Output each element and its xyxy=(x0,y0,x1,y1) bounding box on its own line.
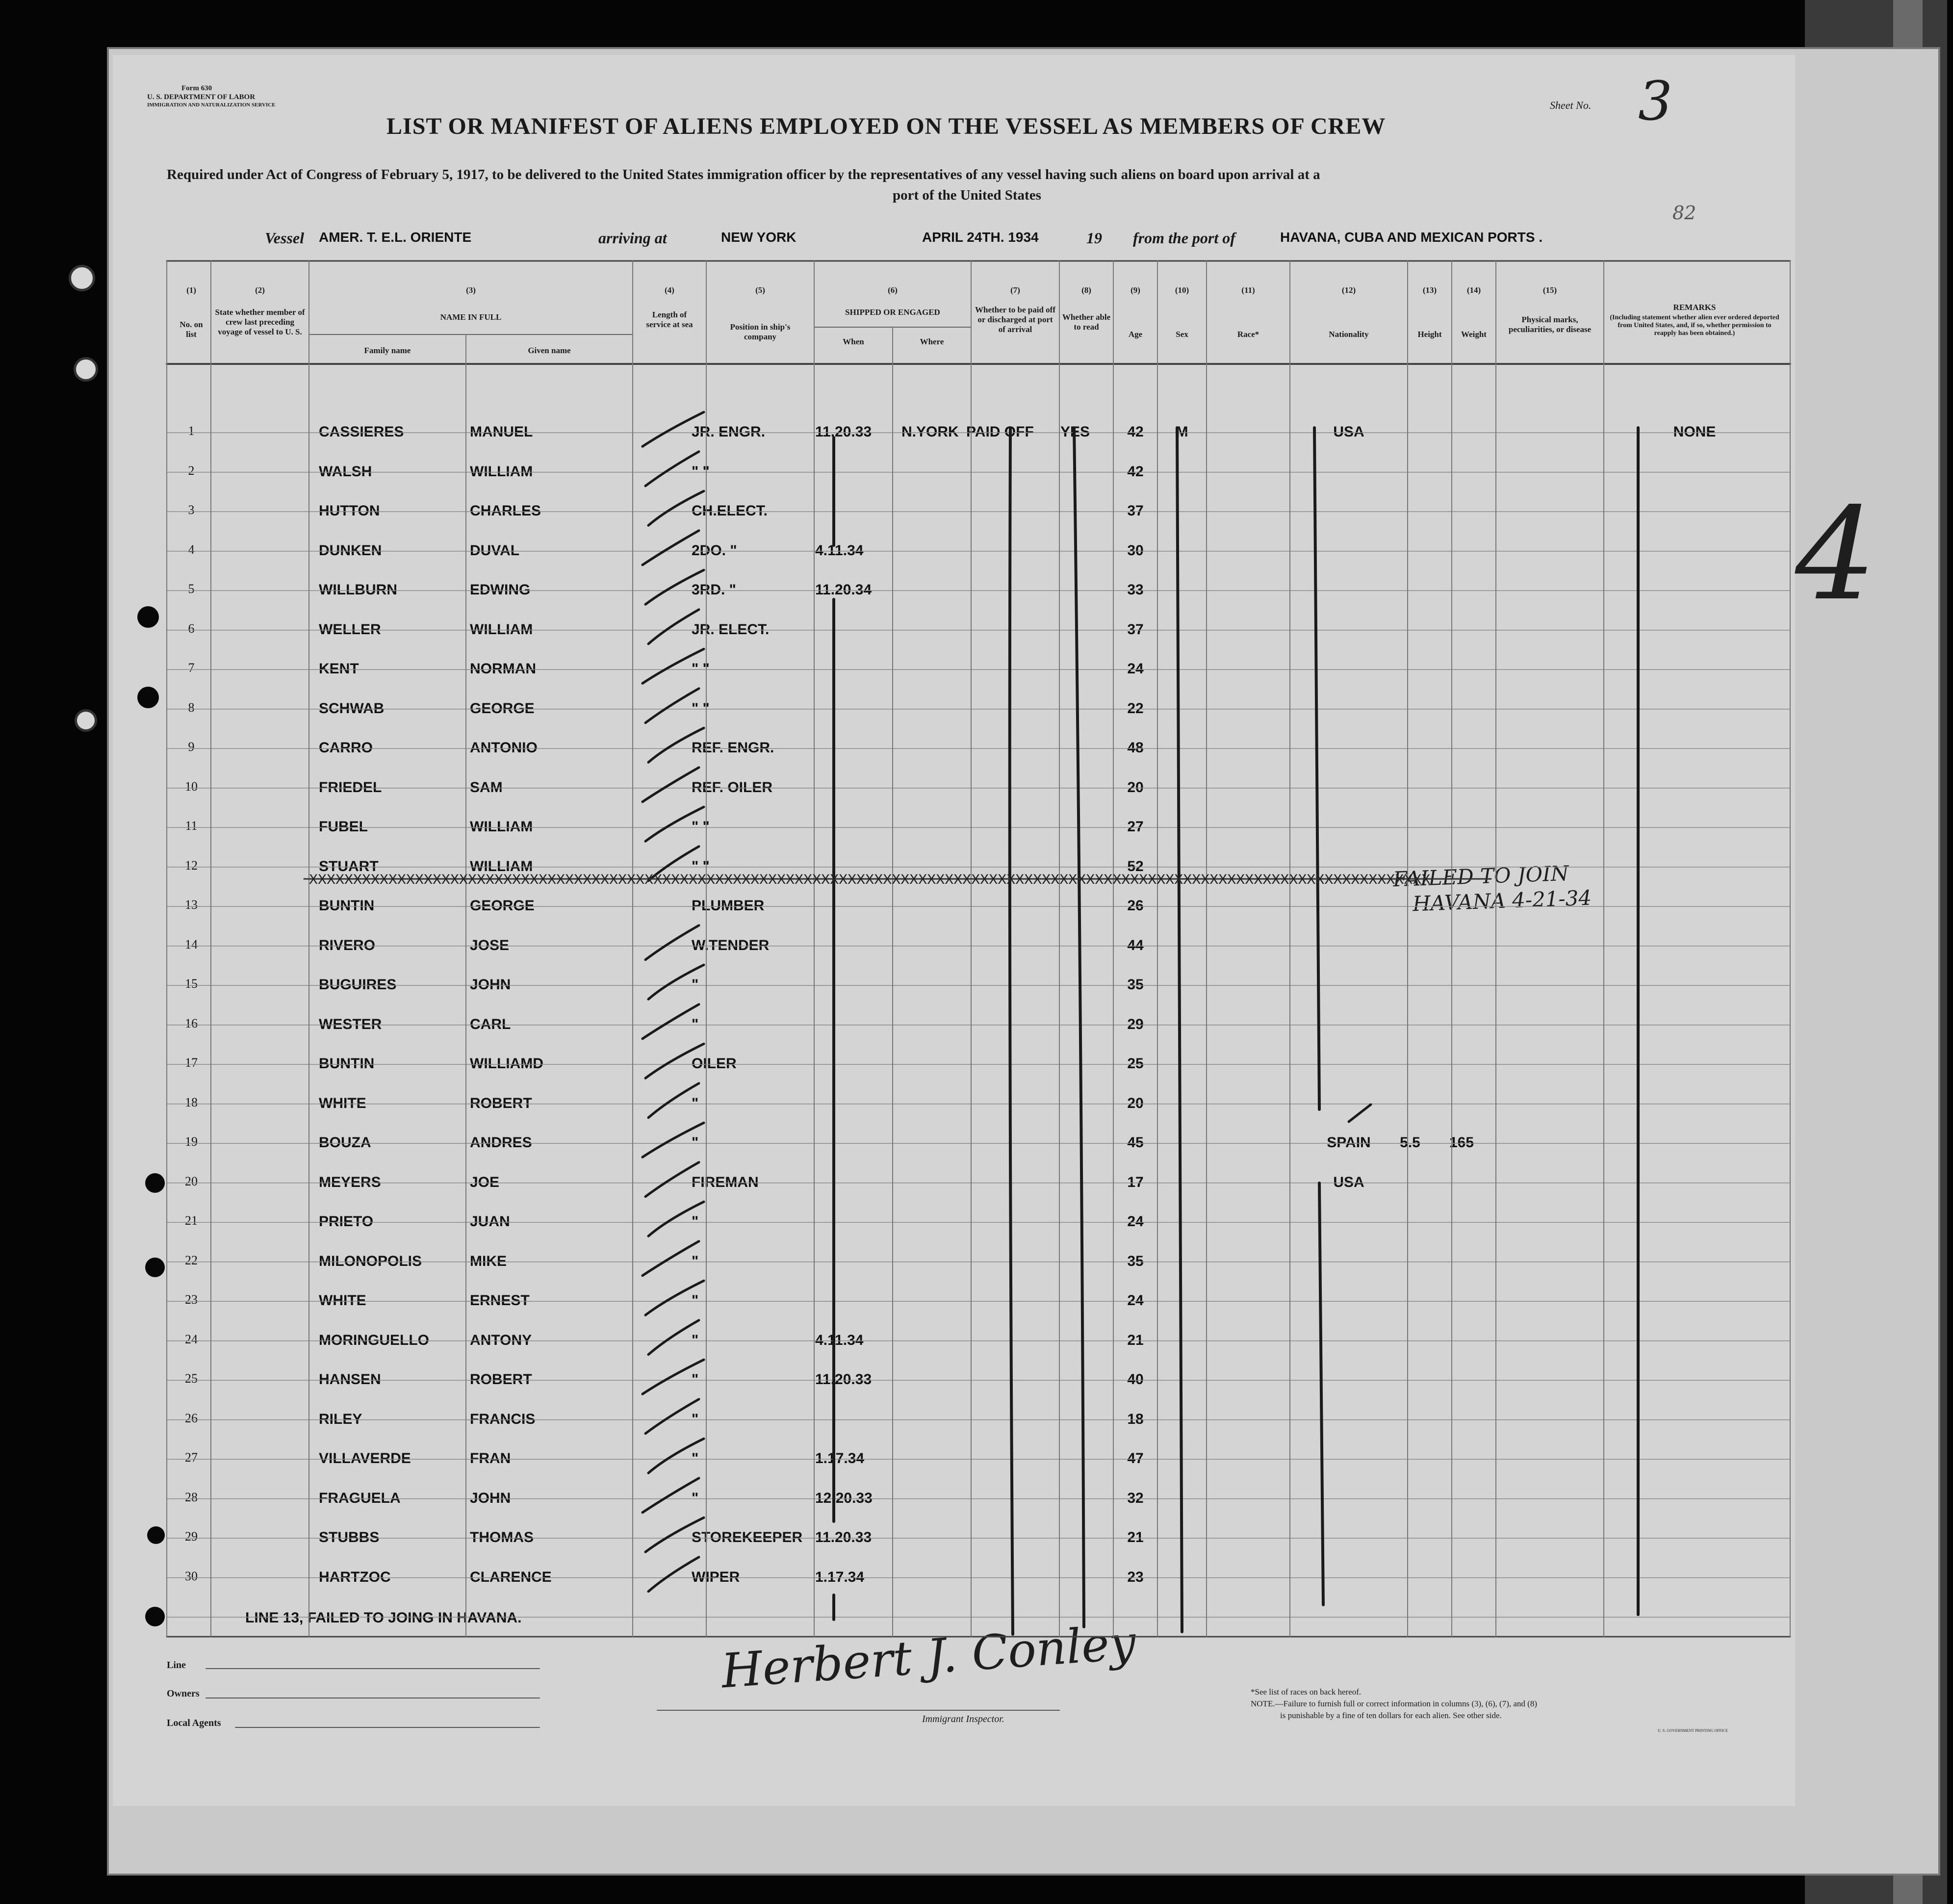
cell-no: 12 xyxy=(185,858,198,873)
col4-num: (4) xyxy=(665,285,674,295)
cell-height: 5.5 xyxy=(1400,1134,1420,1151)
binder-hole xyxy=(137,606,159,628)
cell-when: 11.20.33 xyxy=(815,1371,872,1388)
pen-stroke xyxy=(642,1241,699,1276)
cell-no: 16 xyxy=(185,1016,198,1030)
cell-family: BUGUIRES xyxy=(319,977,397,993)
cell-no: 4 xyxy=(188,542,195,557)
pen-stroke xyxy=(645,1399,699,1434)
col12-label: Nationality xyxy=(1329,330,1369,339)
cell-age: 42 xyxy=(1127,463,1144,480)
cell-given: NORMAN xyxy=(470,661,536,677)
cell-sex: M xyxy=(1176,424,1188,440)
cell-family: PRIETO xyxy=(319,1213,374,1230)
pen-stroke xyxy=(645,570,704,604)
cell-given: EDWING xyxy=(470,582,531,598)
col15-label: Physical marks, peculiarities, or disease xyxy=(1508,315,1592,334)
binder-hole xyxy=(74,357,98,382)
col6-where: Where xyxy=(920,337,944,346)
year-label: 19 xyxy=(1086,229,1102,247)
cell-given: DUVAL xyxy=(470,542,520,559)
from-port-label: from the port of xyxy=(1133,229,1235,247)
cell-age: 47 xyxy=(1127,1450,1144,1467)
cell-given: CHARLES xyxy=(470,503,541,519)
cell-no: 14 xyxy=(185,937,198,952)
cell-position: " xyxy=(692,977,699,993)
printer-imprint: U. S. GOVERNMENT PRINTING OFFICE xyxy=(1658,1728,1728,1733)
cell-no: 8 xyxy=(188,700,195,715)
cell-position: " " xyxy=(692,661,710,677)
cell-family: DUNKEN xyxy=(319,542,382,559)
cell-given: JOSE xyxy=(470,937,510,953)
cell-no: 1 xyxy=(188,424,195,438)
footer-note-line13: LINE 13, FAILED TO JOING IN HAVANA. xyxy=(245,1610,522,1626)
race-note: *See list of races on back hereof. xyxy=(1251,1687,1362,1697)
footer-owners-label: Owners xyxy=(167,1688,200,1699)
failed-to-join-note-line1: FAILED TO JOIN xyxy=(1392,861,1569,892)
pen-stroke xyxy=(642,412,704,446)
remarks-note: (Including statement whether alien ever ordered deported from United States, and, if so, whether permission to reapply has been obtained.) xyxy=(1610,314,1779,337)
col3-given: Given name xyxy=(528,346,571,355)
cell-when: 12.20.33 xyxy=(815,1490,873,1506)
col2-label: State whether member of crew last preceding voyage of vessel to U. S. xyxy=(215,308,305,336)
cell-age: 42 xyxy=(1127,424,1144,440)
cell-given: MIKE xyxy=(470,1253,507,1269)
cell-given: CLARENCE xyxy=(470,1569,552,1585)
cell-family: BOUZA xyxy=(319,1134,371,1151)
cell-family: WHITE xyxy=(319,1292,366,1309)
binder-hole xyxy=(147,1526,165,1544)
cell-age: 20 xyxy=(1127,779,1144,796)
pen-stroke xyxy=(642,1123,704,1157)
arriving-label: arriving at xyxy=(598,229,667,247)
col1-label: No. on list xyxy=(180,320,203,339)
cell-position: CH.ELECT. xyxy=(692,503,768,519)
cell-position: " " xyxy=(692,463,710,480)
arrival-date: APRIL 24TH. 1934 xyxy=(922,230,1039,245)
col7-label: Whether to be paid off or discharged at port of arrival xyxy=(975,305,1055,334)
cell-given: GEORGE xyxy=(470,700,535,717)
binder-hole xyxy=(145,1258,165,1277)
pen-stroke xyxy=(642,649,704,683)
cell-family: FRAGUELA xyxy=(319,1490,401,1506)
cell-position: " xyxy=(692,1095,699,1111)
cell-position: " xyxy=(692,1450,699,1467)
col7-num: (7) xyxy=(1010,285,1020,295)
col14-label: Weight xyxy=(1461,330,1487,339)
col3-label: NAME IN FULL xyxy=(440,312,502,322)
cell-position: OILER xyxy=(692,1055,737,1072)
col2-num: (2) xyxy=(255,285,265,295)
cell-age: 22 xyxy=(1127,700,1144,717)
cell-when: 4.11.34 xyxy=(815,542,864,559)
pen-stroke xyxy=(645,926,699,960)
cell-no: 5 xyxy=(188,582,195,596)
pen-stroke xyxy=(648,1439,704,1473)
cell-remarks: NONE xyxy=(1673,424,1716,440)
pen-stroke xyxy=(648,728,704,762)
pen-stroke xyxy=(645,1518,704,1552)
from-port-value: HAVANA, CUBA AND MEXICAN PORTS . xyxy=(1280,230,1543,245)
pen-stroke xyxy=(645,1162,699,1197)
cell-nationality: USA xyxy=(1333,1174,1364,1190)
cell-family: RIVERO xyxy=(319,937,376,953)
cell-position: " " xyxy=(692,819,710,835)
pen-stroke xyxy=(642,1478,699,1513)
cell-age: 35 xyxy=(1127,977,1144,993)
cell-age: 35 xyxy=(1127,1253,1144,1269)
cell-family: HUTTON xyxy=(319,503,380,519)
inspector-signature: Herbert J. Conley xyxy=(720,1615,1138,1699)
arriving-value: NEW YORK xyxy=(721,230,797,245)
pen-stroke xyxy=(1349,1105,1371,1122)
cell-given: CARL xyxy=(470,1016,511,1032)
pen-stroke xyxy=(648,491,704,525)
col8-label: Whether able to read xyxy=(1062,312,1111,332)
cell-given: WILLIAMD xyxy=(470,1055,543,1072)
pen-stroke xyxy=(648,965,704,999)
cell-no: 26 xyxy=(185,1411,198,1425)
cell-family: WALSH xyxy=(319,463,372,480)
cell-no: 9 xyxy=(188,740,195,754)
cell-nationality: USA xyxy=(1333,424,1364,440)
service-label: IMMIGRATION AND NATURALIZATION SERVICE xyxy=(147,102,276,108)
cell-no: 11 xyxy=(185,819,198,833)
cell-when: 11.20.33 xyxy=(815,424,872,440)
col10-label: Sex xyxy=(1176,330,1188,339)
cell-no: 23 xyxy=(185,1292,198,1307)
col1-num: (1) xyxy=(186,285,196,295)
cell-when: 11.20.33 xyxy=(815,1529,872,1546)
cell-given: SAM xyxy=(470,779,503,796)
cell-family: BUNTIN xyxy=(319,898,375,914)
cell-given: GEORGE xyxy=(470,898,535,914)
pen-stroke xyxy=(648,1202,704,1236)
cell-given: ERNEST xyxy=(470,1292,530,1309)
col12-num: (12) xyxy=(1341,285,1356,295)
inspector-label: Immigrant Inspector. xyxy=(922,1714,1004,1724)
vessel-label: Vessel xyxy=(265,229,304,247)
col11-label: Race* xyxy=(1237,330,1259,339)
cell-position: " xyxy=(692,1490,699,1506)
cell-no: 3 xyxy=(188,503,195,517)
pen-stroke xyxy=(648,1557,699,1592)
cell-family: SCHWAB xyxy=(319,700,385,717)
footer-line-label: Line xyxy=(167,1660,186,1671)
col14-num: (14) xyxy=(1466,285,1481,295)
col10-num: (10) xyxy=(1175,285,1189,295)
cell-position: " xyxy=(692,1411,699,1427)
sheet-number: 3 xyxy=(1638,70,1672,132)
binder-hole xyxy=(75,709,97,732)
cell-no: 17 xyxy=(185,1055,198,1070)
col6-label: SHIPPED OR ENGAGED xyxy=(845,308,940,317)
cell-no: 13 xyxy=(185,898,198,912)
pen-stroke xyxy=(645,1281,704,1315)
form-number: Form 630 xyxy=(181,84,212,92)
cell-age: 26 xyxy=(1127,898,1144,914)
cell-no: 19 xyxy=(185,1134,198,1149)
binder-hole xyxy=(137,687,159,708)
cell-age: 24 xyxy=(1127,1292,1144,1309)
cell-position: " xyxy=(692,1016,699,1032)
cell-age: 32 xyxy=(1127,1490,1144,1506)
pen-stroke xyxy=(642,768,699,802)
pen-stroke xyxy=(645,689,699,723)
col11-num: (11) xyxy=(1241,285,1255,295)
cell-family: FUBEL xyxy=(319,819,368,835)
form-subtitle-line2: port of the United States xyxy=(893,187,1041,203)
cell-given: ROBERT xyxy=(470,1095,532,1111)
cell-family: MILONOPOLIS xyxy=(319,1253,422,1269)
pen-stroke xyxy=(648,610,699,644)
cell-family: HARTZOC xyxy=(319,1569,391,1585)
cell-family: MORINGUELLO xyxy=(319,1332,429,1348)
cell-position: WIPER xyxy=(692,1569,740,1585)
cell-given: JOHN xyxy=(470,1490,511,1506)
cell-no: 29 xyxy=(185,1529,198,1544)
cell-age: 25 xyxy=(1127,1055,1144,1072)
cell-position: " xyxy=(692,1134,699,1151)
pen-stroke xyxy=(1010,428,1013,1634)
cell-age: 20 xyxy=(1127,1095,1144,1111)
cell-age: 52 xyxy=(1127,858,1144,875)
cell-given: WILLIAM xyxy=(470,621,533,638)
cell-no: 15 xyxy=(185,977,198,991)
cell-age: 24 xyxy=(1127,661,1144,677)
cell-nationality: SPAIN xyxy=(1327,1134,1371,1151)
col13-label: Height xyxy=(1417,330,1442,339)
binder-hole xyxy=(69,265,95,291)
cell-given: ANDRES xyxy=(470,1134,532,1151)
cell-given: JOHN xyxy=(470,977,511,993)
binder-hole xyxy=(145,1607,165,1626)
cell-no: 6 xyxy=(188,621,195,636)
cell-age: 45 xyxy=(1127,1134,1144,1151)
cell-given: JUAN xyxy=(470,1213,510,1230)
cell-weight: 165 xyxy=(1449,1134,1474,1151)
cell-given: ROBERT xyxy=(470,1371,532,1388)
cell-given: THOMAS xyxy=(470,1529,534,1546)
cell-family: WILLBURN xyxy=(319,582,397,598)
cell-position: 2DO. " xyxy=(692,542,737,559)
pen-stroke xyxy=(645,1044,704,1078)
cell-given: WILLIAM xyxy=(470,819,533,835)
cell-age: 29 xyxy=(1127,1016,1144,1032)
remarks-label: REMARKS xyxy=(1673,303,1716,312)
cell-family: FRIEDEL xyxy=(319,779,382,796)
col5-label: Position in ship's company xyxy=(730,322,791,341)
cell-position: " xyxy=(692,1332,699,1348)
cell-age: 30 xyxy=(1127,542,1144,559)
cell-given: JOE xyxy=(470,1174,500,1190)
cell-when: 1.17.34 xyxy=(815,1450,865,1467)
cell-position: " " xyxy=(692,858,710,875)
cell-family: BUNTIN xyxy=(319,1055,375,1072)
col6-num: (6) xyxy=(888,285,898,295)
cell-position: 3RD. " xyxy=(692,582,736,598)
pen-stroke xyxy=(645,807,704,841)
cell-position: STOREKEEPER xyxy=(692,1529,803,1546)
pen-stroke xyxy=(648,1320,699,1355)
pen-stroke xyxy=(642,1004,699,1039)
cell-no: 22 xyxy=(185,1253,198,1267)
cell-when: 11.20.34 xyxy=(815,582,872,598)
footer-agents-label: Local Agents xyxy=(167,1718,221,1728)
pen-stroke xyxy=(1074,428,1084,1627)
binder-hole xyxy=(145,1173,165,1193)
cell-age: 17 xyxy=(1127,1174,1144,1190)
cell-family: WHITE xyxy=(319,1095,366,1111)
form-subtitle-line1: Required under Act of Congress of February 5, 1917, to be delivered to the United States immigration officer by the representatives of any vessel having such aliens on board upon arrival at a xyxy=(167,167,1320,182)
form-title: LIST OR MANIFEST OF ALIENS EMPLOYED ON THE VESSEL AS MEMBERS OF CREW xyxy=(386,113,1386,139)
penalty-note-line2: is punishable by a fine of ten dollars for each alien. See other side. xyxy=(1280,1711,1502,1720)
cell-age: 23 xyxy=(1127,1569,1144,1585)
cell-age: 24 xyxy=(1127,1213,1144,1230)
col9-label: Age xyxy=(1128,330,1143,339)
cell-position: PLUMBER xyxy=(692,898,765,914)
cell-given: WILLIAM xyxy=(470,463,533,480)
cell-position: FIREMAN xyxy=(692,1174,759,1190)
cell-read: YES xyxy=(1060,424,1090,440)
cell-no: 2 xyxy=(188,463,195,478)
sheet-number-label: Sheet No. xyxy=(1550,99,1592,111)
col4-label: Length of service at sea xyxy=(646,310,693,329)
cell-position: W.TENDER xyxy=(692,937,770,953)
vessel-value: AMER. T. E.L. ORIENTE xyxy=(319,230,472,245)
cell-family: KENT xyxy=(319,661,359,677)
cell-age: 37 xyxy=(1127,621,1144,638)
cell-when: 1.17.34 xyxy=(815,1569,865,1585)
cell-position: JR. ELECT. xyxy=(692,621,770,638)
cell-given: WILLIAM xyxy=(470,858,533,875)
cell-position: REF. ENGR. xyxy=(692,740,774,756)
pen-stroke xyxy=(645,452,699,486)
cell-given: FRAN xyxy=(470,1450,511,1467)
cell-family: VILLAVERDE xyxy=(319,1450,411,1467)
cell-given: FRANCIS xyxy=(470,1411,536,1427)
col3-num: (3) xyxy=(466,285,476,295)
cell-family: RILEY xyxy=(319,1411,362,1427)
cell-given: ANTONY xyxy=(470,1332,532,1348)
cell-family: CARRO xyxy=(319,740,373,756)
cell-no: 10 xyxy=(185,779,198,794)
cell-no: 24 xyxy=(185,1332,198,1346)
col8-num: (8) xyxy=(1081,285,1091,295)
cell-age: 27 xyxy=(1127,819,1144,835)
col5-num: (5) xyxy=(755,285,765,295)
cell-no: 30 xyxy=(185,1569,198,1583)
cell-position: " xyxy=(692,1213,699,1230)
department-label: U. S. DEPARTMENT OF LABOR xyxy=(147,93,256,101)
manifest-document xyxy=(113,55,1795,1806)
cell-family: HANSEN xyxy=(319,1371,381,1388)
cell-age: 21 xyxy=(1127,1332,1144,1348)
cell-position: " xyxy=(692,1371,699,1388)
strikeout-x-marks: XXXXXXXXXXXXXXXXXXXXXXXXXXXXXXXXXXXXXXXXXXXXXXXXXXXXXXXXXXXXXXXXXXXXXXXXXXXXXXXXXXXXXXXXXXXXXXXXXXXXXXXXXXXXXXXXXXXXXXXXXXXXXXX xyxy=(309,872,1431,889)
cell-position: " " xyxy=(692,700,710,717)
failed-to-join-note-line2: HAVANA 4-21-34 xyxy=(1412,885,1592,916)
cell-no: 20 xyxy=(185,1174,198,1188)
cell-family: STUART xyxy=(319,858,379,875)
cell-age: 37 xyxy=(1127,503,1144,519)
pen-stroke xyxy=(1637,428,1639,1615)
cell-age: 44 xyxy=(1127,937,1144,953)
cell-family: WESTER xyxy=(319,1016,382,1032)
col9-num: (9) xyxy=(1131,285,1140,295)
penalty-note-line1: NOTE.—Failure to furnish full or correct information in columns (3), (6), (7), and (8) xyxy=(1251,1699,1537,1708)
cell-age: 48 xyxy=(1127,740,1144,756)
pen-stroke xyxy=(1314,428,1319,1109)
pen-stroke xyxy=(642,531,699,565)
cell-age: 18 xyxy=(1127,1411,1144,1427)
cell-when: 4.11.34 xyxy=(815,1332,864,1348)
col15-num: (15) xyxy=(1542,285,1557,295)
col3-family: Family name xyxy=(364,346,411,355)
cell-no: 25 xyxy=(185,1371,198,1386)
cell-position: " xyxy=(692,1253,699,1269)
cell-no: 28 xyxy=(185,1490,198,1504)
col13-num: (13) xyxy=(1422,285,1437,295)
cell-where: N.YORK xyxy=(901,424,959,440)
cell-family: WELLER xyxy=(319,621,381,638)
pen-stroke xyxy=(1319,1183,1323,1605)
page-number: 82 xyxy=(1672,202,1696,224)
pen-stroke xyxy=(1177,428,1182,1632)
cell-position: JR. ENGR. xyxy=(692,424,766,440)
cell-paid: PAID OFF xyxy=(966,424,1034,440)
side-page-mark: 4 xyxy=(1795,481,1876,629)
pen-stroke xyxy=(648,1083,699,1118)
cell-age: 40 xyxy=(1127,1371,1144,1388)
cell-no: 7 xyxy=(188,661,195,675)
rule-lines-and-pen-marks xyxy=(113,55,1795,1806)
cell-no: 18 xyxy=(185,1095,198,1109)
cell-age: 33 xyxy=(1127,582,1144,598)
cell-no: 21 xyxy=(185,1213,198,1228)
cell-given: MANUEL xyxy=(470,424,533,440)
cell-no: 27 xyxy=(185,1450,198,1465)
cell-position: REF. OILER xyxy=(692,779,773,796)
col6-when: When xyxy=(843,337,864,346)
pen-stroke xyxy=(642,1360,704,1394)
cell-given: ANTONIO xyxy=(470,740,538,756)
cell-family: STUBBS xyxy=(319,1529,380,1546)
cell-position: " xyxy=(692,1292,699,1309)
cell-family: MEYERS xyxy=(319,1174,381,1190)
cell-age: 21 xyxy=(1127,1529,1144,1546)
cell-family: CASSIERES xyxy=(319,424,404,440)
